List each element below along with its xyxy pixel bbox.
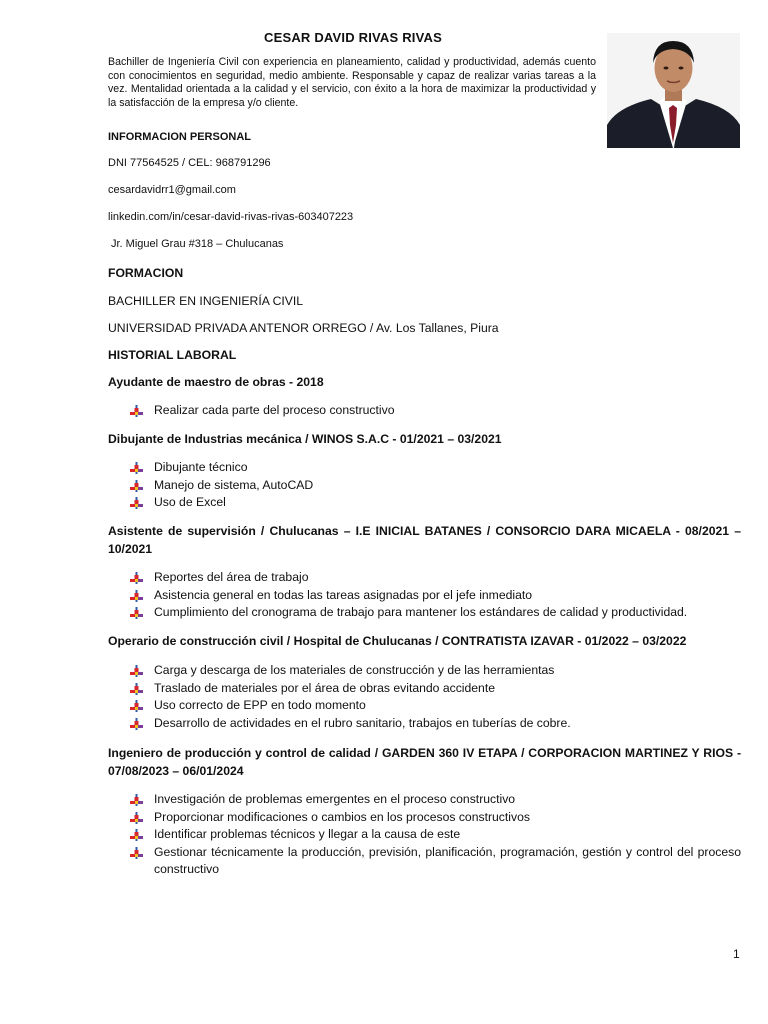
- colorful-cross-bullet-icon: [130, 794, 143, 806]
- colorful-cross-bullet-icon: [130, 665, 143, 677]
- colorful-cross-bullet-icon: [130, 718, 143, 730]
- personal-info-heading: INFORMACION PERSONAL: [108, 131, 251, 143]
- colorful-cross-bullet-icon: [130, 572, 143, 584]
- job-bullet-list: [130, 402, 741, 420]
- list-item: [130, 680, 741, 698]
- colorful-cross-bullet-icon: [130, 462, 143, 474]
- colorful-cross-bullet-icon: [130, 480, 143, 492]
- job-title: Dibujante de Industrias mecánica / WINOS S.A.C - 01/2021 – 03/2021: [108, 432, 502, 446]
- bullet-text: Investigación de problemas emergentes en el proceso constructivo: [154, 792, 516, 806]
- bullet-text: Traslado de materiales por el área de obras evitando accidente: [154, 680, 495, 695]
- list-item: [130, 569, 741, 587]
- candidate-name: CESAR DAVID RIVAS RIVAS: [264, 30, 442, 45]
- list-item: [130, 587, 741, 605]
- bullet-text: Proporcionar modificaciones o cambios en los procesos constructivos: [154, 809, 530, 824]
- list-item: [130, 494, 741, 512]
- job-bullet-list: [130, 459, 741, 512]
- colorful-cross-bullet-icon: [130, 847, 143, 859]
- colorful-cross-bullet-icon: [130, 700, 143, 712]
- bullet-text: Desarrollo de actividades en el rubro sanitario, trabajos en tuberías de cobre.: [154, 715, 571, 730]
- colorful-cross-bullet-icon: [130, 812, 143, 824]
- list-item: [130, 402, 741, 420]
- linkedin: linkedin.com/in/cesar-david-rivas-rivas-603407223: [108, 211, 354, 223]
- profile-summary: Bachiller de Ingeniería Civil con experiencia en planeamiento, calidad y productividad, además cuento con conocimientos en seguridad, medio ambiente. Responsable y capaz de realizar varias tareas a la vez. Mentalidad orientada a la calidad y el servicio, con éxito a la hora de maximizar la productividad y la satisfacción de la empresa y/o cliente.: [108, 56, 596, 109]
- bullet-text: Asistencia general en todas las tareas asignadas por el jefe inmediato: [154, 587, 533, 602]
- education-heading: FORMACION: [108, 266, 184, 280]
- job-bullet-list: [130, 791, 741, 879]
- list-item: [130, 604, 741, 622]
- dni-phone: DNI 77564525 / CEL: 968791296: [108, 157, 271, 169]
- email: cesardavidrr1@gmail.com: [108, 184, 236, 196]
- work-history-heading: HISTORIAL LABORAL: [108, 348, 237, 362]
- colorful-cross-bullet-icon: [130, 405, 143, 417]
- education-school: UNIVERSIDAD PRIVADA ANTENOR ORREGO / Av. Los Tallanes, Piura: [108, 321, 499, 335]
- bullet-text: Dibujante técnico: [154, 460, 248, 474]
- bullet-text: Gestionar técnicamente la producción, previsión, planificación, programación, gestión y control del proceso constructivo: [154, 844, 741, 876]
- colorful-cross-bullet-icon: [130, 607, 143, 619]
- job-title: Ayudante de maestro de obras - 2018: [108, 375, 324, 389]
- bullet-text: Manejo de sistema, AutoCAD: [154, 477, 314, 492]
- list-item: [130, 826, 741, 844]
- list-item: [130, 844, 741, 879]
- colorful-cross-bullet-icon: [130, 683, 143, 695]
- list-item: [130, 477, 741, 495]
- page-number: 1: [733, 947, 740, 961]
- colorful-cross-bullet-icon: [130, 497, 143, 509]
- job-title: Asistente de supervisión / Chulucanas – I.E INICIAL BATANES / CONSORCIO DARA MICAELA - 08/2021 – 10/2021: [108, 524, 741, 556]
- list-item: [130, 459, 741, 477]
- colorful-cross-bullet-icon: [130, 829, 143, 841]
- bullet-text: Realizar cada parte del proceso constructivo: [154, 403, 395, 417]
- bullet-text: Uso de Excel: [154, 495, 226, 509]
- list-item: [130, 697, 741, 715]
- job-bullet-list: [130, 662, 741, 732]
- list-item: [130, 715, 741, 733]
- bullet-text: Reportes del área de trabajo: [154, 570, 309, 584]
- list-item: [130, 791, 741, 809]
- bullet-text: Cumplimiento del cronograma de trabajo para mantener los estándares de calidad y productividad.: [154, 605, 688, 619]
- profile-photo: [607, 33, 740, 148]
- colorful-cross-bullet-icon: [130, 590, 143, 602]
- list-item: [130, 662, 741, 680]
- bullet-text: Uso correcto de EPP en todo momento: [154, 698, 366, 712]
- list-item: [130, 809, 741, 827]
- bullet-text: Identificar problemas técnicos y llegar a la causa de este: [154, 827, 461, 841]
- job-title: Ingeniero de producción y control de calidad / GARDEN 360 IV ETAPA / CORPORACION MARTINEZ Y RIOS - 07/08/2023 – 06/01/2024: [108, 746, 741, 778]
- bullet-text: Carga y descarga de los materiales de construcción y de las herramientas: [154, 663, 555, 677]
- education-degree: BACHILLER EN INGENIERÍA CIVIL: [108, 294, 304, 308]
- job-bullet-list: [130, 569, 741, 622]
- address: Jr. Miguel Grau #318 – Chulucanas: [111, 238, 284, 250]
- job-title: Operario de construcción civil / Hospital de Chulucanas / CONTRATISTA IZAVAR - 01/2022 – 03/2022: [108, 634, 687, 648]
